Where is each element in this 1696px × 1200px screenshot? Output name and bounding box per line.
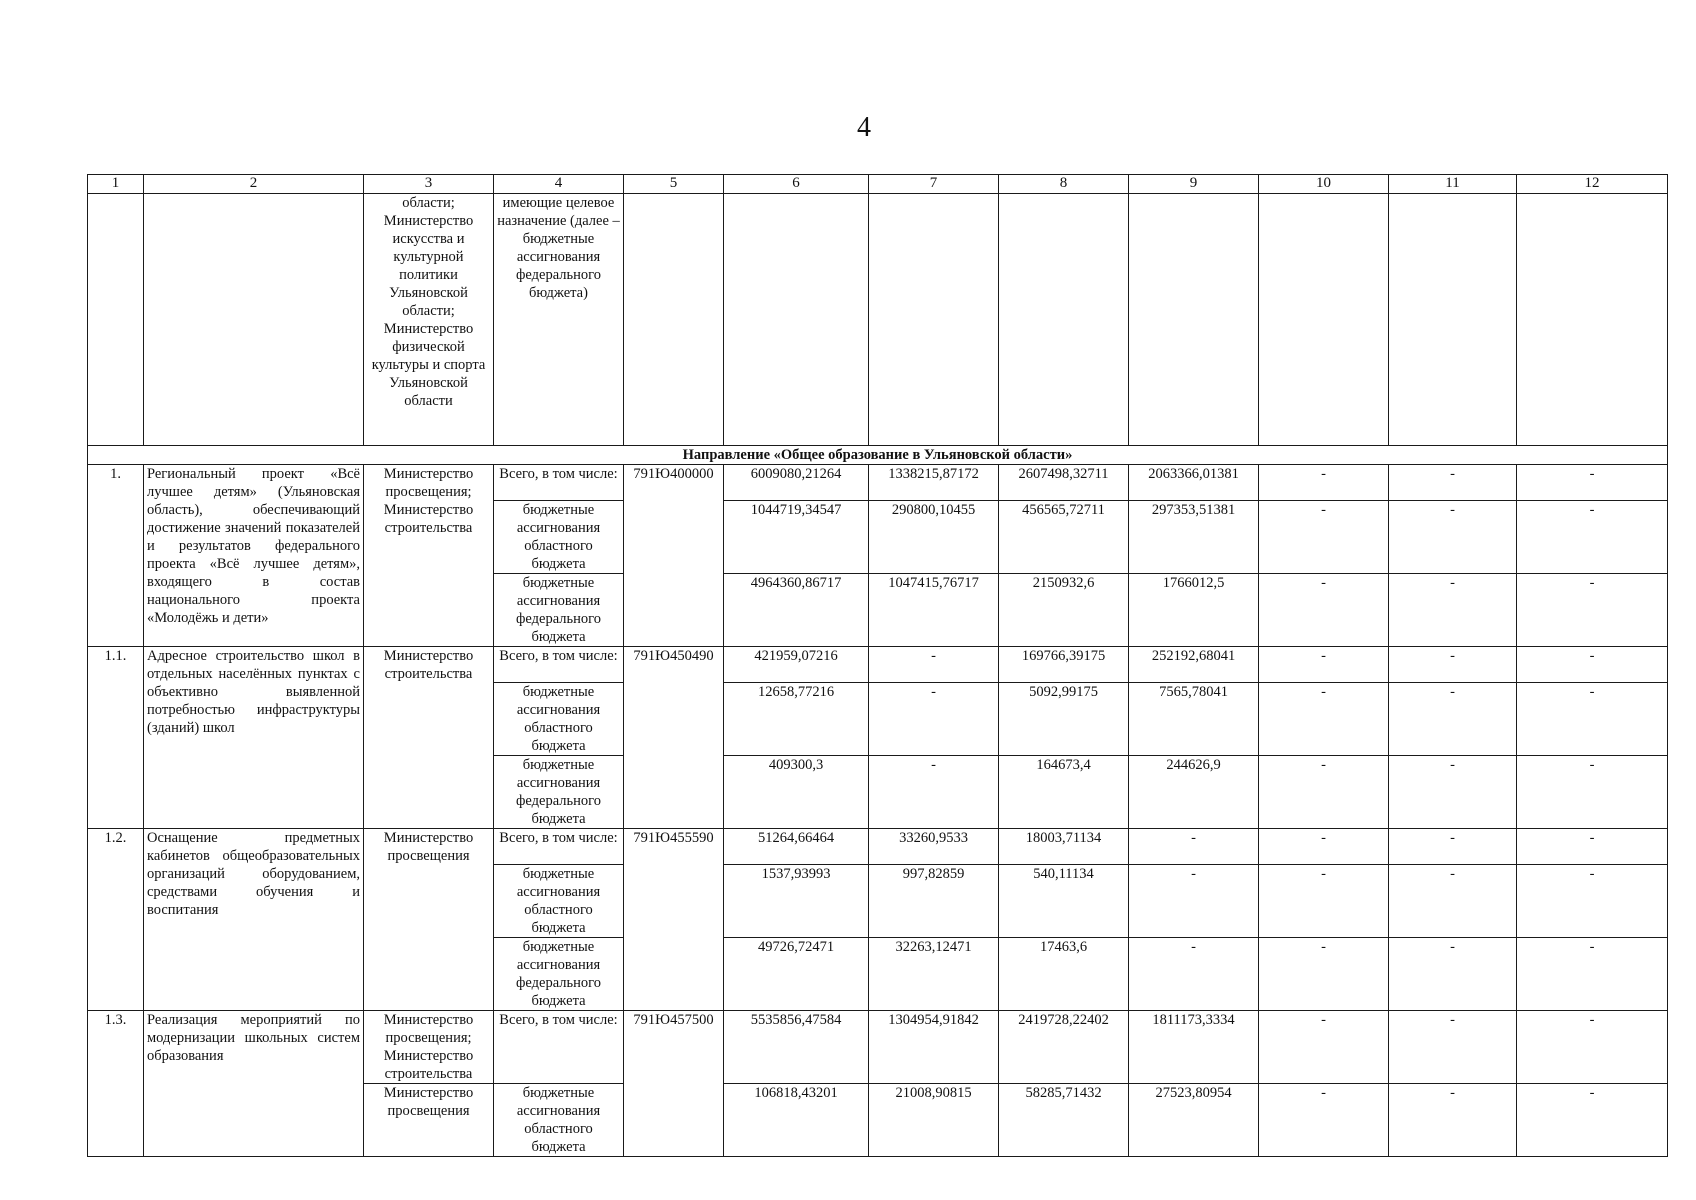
amount-v9: 1811173,3334 <box>1129 1011 1259 1084</box>
amount-v11: - <box>1389 865 1517 938</box>
continuation-row <box>88 194 1668 446</box>
amount-v9: 27523,80954 <box>1129 1084 1259 1157</box>
amount-v6: 4964360,86717 <box>724 574 869 647</box>
amount-v12: - <box>1517 1084 1668 1157</box>
column-number-row <box>88 175 1668 194</box>
amount-v11: - <box>1389 647 1517 683</box>
amount-v7: - <box>869 756 999 829</box>
amount-v9: 7565,78041 <box>1129 683 1259 756</box>
amount-v11: - <box>1389 938 1517 1011</box>
page-number: 4 <box>857 112 871 143</box>
amount-v9: 297353,51381 <box>1129 501 1259 574</box>
amount-v7: - <box>869 683 999 756</box>
amount-v12: - <box>1517 865 1668 938</box>
col-header: 11 <box>1389 175 1517 194</box>
budget-code: 791Ю450490 <box>624 647 724 829</box>
amount-v10: - <box>1259 683 1389 756</box>
continuation-source: имеющие целевое назначение (далее – бюджетные ассигнования федерального бюджета) <box>494 194 624 446</box>
amount-v12: - <box>1517 647 1668 683</box>
continuation-executor: области; Министерство искусства и культурной политики Ульяновской области; Министерство физической культуры и спорта Ульяновской области <box>364 194 494 446</box>
amount-v8: 456565,72711 <box>999 501 1129 574</box>
amount-v9: - <box>1129 938 1259 1011</box>
executor: Министерство просвещения; Министерство строительства <box>364 465 494 647</box>
funding-source: бюджетные ассигнования федерального бюджета <box>494 574 624 647</box>
col-header: 10 <box>1259 175 1389 194</box>
amount-v8: 2607498,32711 <box>999 465 1129 501</box>
amount-v8: 2150932,6 <box>999 574 1129 647</box>
amount-v11: - <box>1389 501 1517 574</box>
amount-v10: - <box>1259 1011 1389 1084</box>
amount-v11: - <box>1389 1084 1517 1157</box>
table-row <box>88 1011 1668 1084</box>
amount-v11: - <box>1389 683 1517 756</box>
amount-v11: - <box>1389 1011 1517 1084</box>
amount-v11: - <box>1389 829 1517 865</box>
funding-source: бюджетные ассигнования областного бюджета <box>494 683 624 756</box>
amount-v7: 33260,9533 <box>869 829 999 865</box>
budget-code: 791Ю455590 <box>624 829 724 1011</box>
amount-v8: 164673,4 <box>999 756 1129 829</box>
amount-v9: - <box>1129 865 1259 938</box>
amount-v10: - <box>1259 501 1389 574</box>
amount-v11: - <box>1389 465 1517 501</box>
executor: Министерство строительства <box>364 647 494 829</box>
col-header: 9 <box>1129 175 1259 194</box>
amount-v7: - <box>869 647 999 683</box>
amount-v7: 32263,12471 <box>869 938 999 1011</box>
amount-v12: - <box>1517 756 1668 829</box>
col-header: 1 <box>88 175 144 194</box>
row-number: 1.3. <box>88 1011 144 1157</box>
amount-v6: 421959,07216 <box>724 647 869 683</box>
executor: Министерство просвещения <box>364 829 494 1011</box>
amount-v8: 5092,99175 <box>999 683 1129 756</box>
col-header: 5 <box>624 175 724 194</box>
funding-source: бюджетные ассигнования федерального бюджета <box>494 938 624 1011</box>
funding-source: Всего, в том числе: <box>494 829 624 865</box>
funding-source: бюджетные ассигнования областного бюджета <box>494 501 624 574</box>
funding-source: бюджетные ассигнования федерального бюджета <box>494 756 624 829</box>
amount-v8: 58285,71432 <box>999 1084 1129 1157</box>
col-header: 8 <box>999 175 1129 194</box>
amount-v12: - <box>1517 501 1668 574</box>
table-row <box>88 465 1668 501</box>
amount-v6: 51264,66464 <box>724 829 869 865</box>
funding-source: Всего, в том числе: <box>494 465 624 501</box>
executor: Министерство просвещения; Министерство строительства <box>364 1011 494 1084</box>
amount-v9: 1766012,5 <box>1129 574 1259 647</box>
amount-v12: - <box>1517 938 1668 1011</box>
amount-v7: 21008,90815 <box>869 1084 999 1157</box>
budget-code: 791Ю457500 <box>624 1011 724 1157</box>
col-header: 3 <box>364 175 494 194</box>
amount-v11: - <box>1389 574 1517 647</box>
measure-name: Оснащение предметных кабинетов общеобразовательных организаций оборудованием, средствами обучения и воспитания <box>144 829 364 1011</box>
amount-v10: - <box>1259 756 1389 829</box>
amount-v8: 540,11134 <box>999 865 1129 938</box>
amount-v6: 12658,77216 <box>724 683 869 756</box>
amount-v8: 169766,39175 <box>999 647 1129 683</box>
col-header: 2 <box>144 175 364 194</box>
amount-v12: - <box>1517 829 1668 865</box>
amount-v7: 997,82859 <box>869 865 999 938</box>
amount-v7: 1047415,76717 <box>869 574 999 647</box>
col-header: 4 <box>494 175 624 194</box>
amount-v11: - <box>1389 756 1517 829</box>
amount-v6: 1537,93993 <box>724 865 869 938</box>
amount-v9: - <box>1129 829 1259 865</box>
col-header: 12 <box>1517 175 1668 194</box>
funding-source: Всего, в том числе: <box>494 1011 624 1084</box>
table-row <box>88 829 1668 865</box>
amount-v9: 244626,9 <box>1129 756 1259 829</box>
amount-v6: 1044719,34547 <box>724 501 869 574</box>
amount-v6: 106818,43201 <box>724 1084 869 1157</box>
amount-v6: 5535856,47584 <box>724 1011 869 1084</box>
amount-v9: 2063366,01381 <box>1129 465 1259 501</box>
amount-v10: - <box>1259 574 1389 647</box>
section-title: Направление «Общее образование в Ульяновской области» <box>88 446 1668 465</box>
amount-v10: - <box>1259 829 1389 865</box>
amount-v12: - <box>1517 465 1668 501</box>
amount-v10: - <box>1259 938 1389 1011</box>
budget-code: 791Ю400000 <box>624 465 724 647</box>
amount-v6: 409300,3 <box>724 756 869 829</box>
funding-source: Всего, в том числе: <box>494 647 624 683</box>
amount-v8: 18003,71134 <box>999 829 1129 865</box>
amount-v7: 1338215,87172 <box>869 465 999 501</box>
amount-v9: 252192,68041 <box>1129 647 1259 683</box>
amount-v8: 2419728,22402 <box>999 1011 1129 1084</box>
amount-v10: - <box>1259 1084 1389 1157</box>
measure-name: Региональный проект «Всё лучшее детям» (Ульяновская область), обеспечивающий достижение значений показателей и результатов федерального проекта «Всё лучшее детям», входящего в состав национального проекта «Молодёжь и дети» <box>144 465 364 647</box>
executor: Министерство просвещения <box>364 1084 494 1157</box>
amount-v6: 6009080,21264 <box>724 465 869 501</box>
amount-v10: - <box>1259 865 1389 938</box>
amount-v7: 1304954,91842 <box>869 1011 999 1084</box>
row-number: 1. <box>88 465 144 647</box>
measure-name: Реализация мероприятий по модернизации школьных систем образования <box>144 1011 364 1157</box>
row-number: 1.1. <box>88 647 144 829</box>
amount-v10: - <box>1259 465 1389 501</box>
funding-source: бюджетные ассигнования областного бюджета <box>494 1084 624 1157</box>
col-header: 7 <box>869 175 999 194</box>
measure-name: Адресное строительство школ в отдельных населённых пунктах с объективно выявленной потребностью инфраструктуры (зданий) школ <box>144 647 364 829</box>
amount-v8: 17463,6 <box>999 938 1129 1011</box>
funding-source: бюджетные ассигнования областного бюджета <box>494 865 624 938</box>
budget-table <box>87 174 1668 1157</box>
table-row <box>88 647 1668 683</box>
section-row <box>88 446 1668 465</box>
amount-v10: - <box>1259 647 1389 683</box>
col-header: 6 <box>724 175 869 194</box>
amount-v6: 49726,72471 <box>724 938 869 1011</box>
amount-v7: 290800,10455 <box>869 501 999 574</box>
amount-v12: - <box>1517 1011 1668 1084</box>
amount-v12: - <box>1517 683 1668 756</box>
row-number: 1.2. <box>88 829 144 1011</box>
amount-v12: - <box>1517 574 1668 647</box>
